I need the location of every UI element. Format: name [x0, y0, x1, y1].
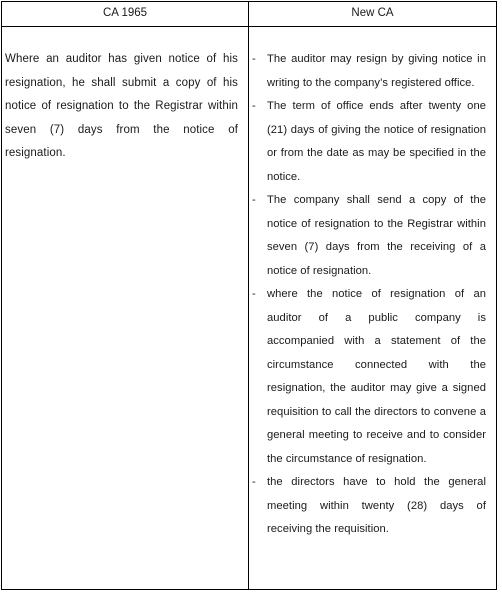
bullet-dash: - [252, 100, 256, 112]
bullet-dash: - [252, 53, 256, 65]
column-divider [248, 2, 249, 589]
list-item [252, 189, 486, 283]
header-ca-1965: CA 1965 [102, 7, 148, 19]
list-item [252, 95, 486, 189]
list-item [252, 283, 486, 471]
ca-1965-cell: Where an auditor has given notice of his resignation, he shall submit a copy of his notice of resignation to the Registrar within seven (7) days from the notice of resignation. [5, 53, 238, 159]
list-item-text: The auditor may resign by giving notice in writing to the company’s registered office. [267, 53, 486, 89]
header-divider [2, 26, 496, 27]
new-ca-list [252, 48, 486, 542]
list-item [252, 48, 486, 95]
list-item-text: the directors have to hold the general meeting within twenty (28) days of receiving the requisition. [267, 476, 486, 535]
list-item-text: where the notice of resignation of an auditor of a public company is accompanied with a statement of the circumstance connected with the resignation, the auditor may give a signed requisition to call the directors to convene a general meeting to receive and to consider the circumstance of resignation. [267, 288, 486, 465]
header-new-ca: New CA [351, 7, 394, 19]
bullet-dash: - [252, 288, 256, 300]
bullet-dash: - [252, 476, 256, 488]
bullet-dash: - [252, 194, 256, 206]
list-item-text: The company shall send a copy of the notice of resignation to the Registrar within seven (7) days from the receiving of a notice of resignation. [267, 194, 486, 277]
list-item-text: The term of office ends after twenty one (21) days of giving the notice of resignation or from the date as may be specified in the notice. [267, 100, 486, 183]
list-item [252, 471, 486, 542]
